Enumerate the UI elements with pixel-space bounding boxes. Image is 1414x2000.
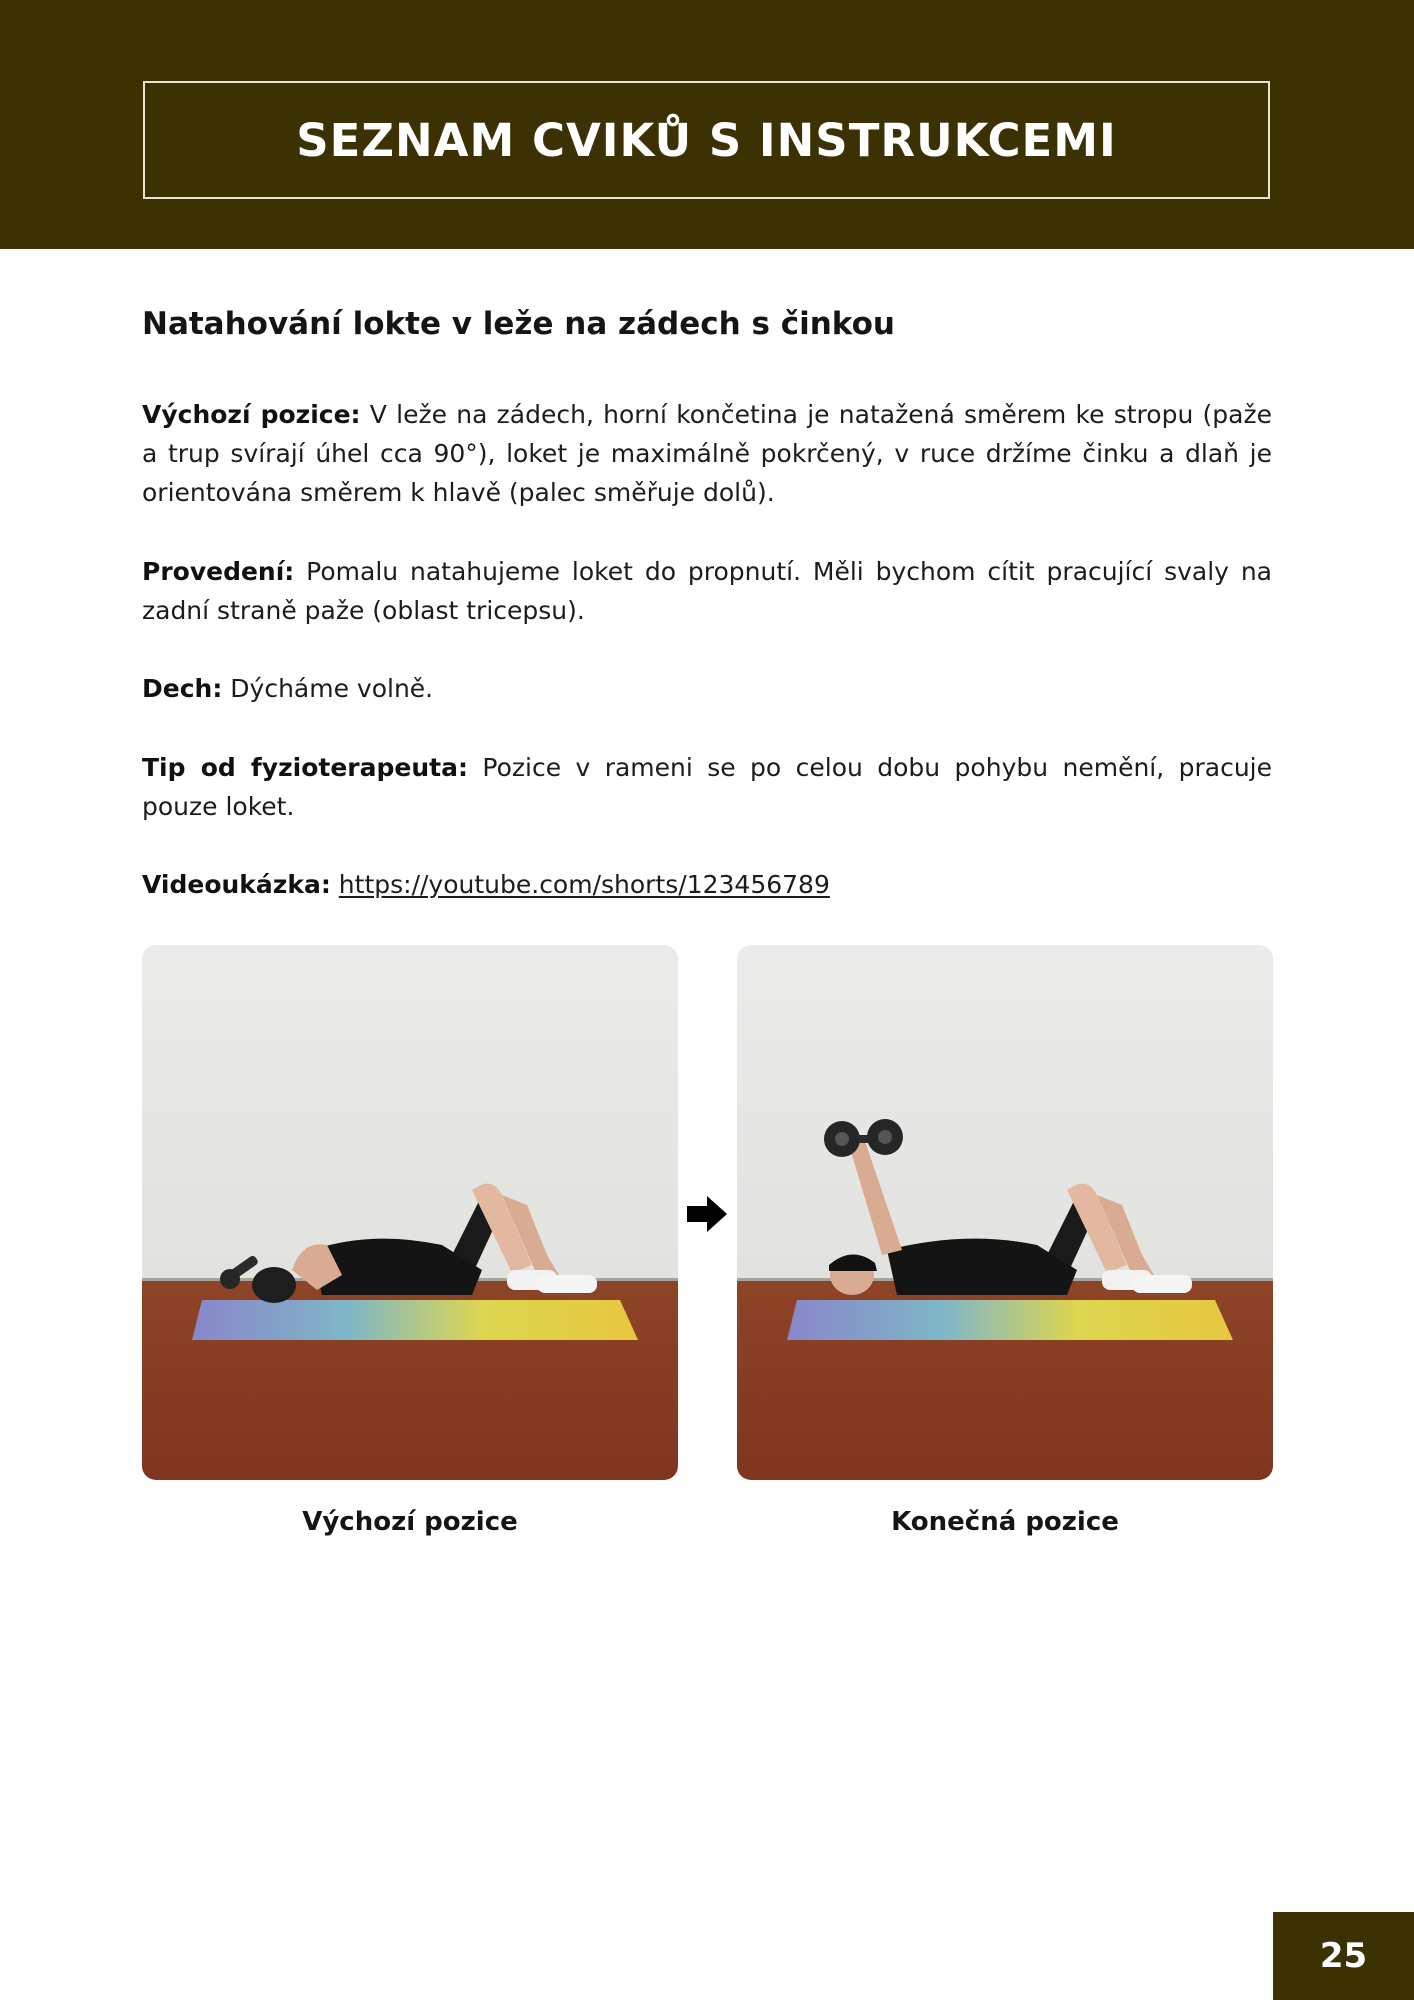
execution-label: Provedení: xyxy=(142,557,295,586)
end-position-caption: Konečná pozice xyxy=(891,1507,1119,1537)
tip-text: Pozice v rameni se po celou dobu pohybu nemění, pracuje pouze loket. xyxy=(142,753,1272,821)
tip-paragraph xyxy=(142,748,1272,826)
start-position-paragraph xyxy=(142,395,1272,512)
video-paragraph xyxy=(142,865,1272,904)
execution-text: Pomalu natahujeme loket do propnutí. Měli bychom cítit pracující svaly na zadní straně paže (oblast tricepsu). xyxy=(142,557,1272,625)
breath-label: Dech: xyxy=(142,674,223,703)
breath-paragraph xyxy=(142,669,1272,708)
video-link[interactable]: https://youtube.com/shorts/123456789 xyxy=(338,870,830,899)
start-position-caption: Výchozí pozice xyxy=(302,1507,518,1537)
header-band xyxy=(0,0,1414,249)
header-frame xyxy=(143,81,1270,199)
start-position-label: Výchozí pozice: xyxy=(142,400,361,429)
tip-label: Tip od fyzioterapeuta: xyxy=(142,753,468,782)
video-label: Videoukázka: xyxy=(142,870,331,899)
exercise-title: Natahování lokte v leže na zádech s činkou xyxy=(142,306,895,342)
page-number-box xyxy=(1273,1912,1414,2000)
breath-text: Dýcháme volně. xyxy=(222,674,434,703)
start-position-text: V leže na zádech, horní končetina je natažená směrem ke stropu (paže a trup svírají úhel cca 90°), loket je maximálně pokrčený, v ruce držíme činku a dlaň je orientována směrem k hlavě (palec směřuje dolů). xyxy=(142,400,1272,507)
page-title: SEZNAM CVIKŮ S INSTRUKCEMI xyxy=(296,113,1117,167)
start-position-photo xyxy=(142,945,678,1480)
end-position-photo xyxy=(737,945,1273,1480)
execution-paragraph xyxy=(142,552,1272,630)
page-number: 25 xyxy=(1319,1936,1368,1976)
arrow-right-icon xyxy=(687,1194,727,1234)
